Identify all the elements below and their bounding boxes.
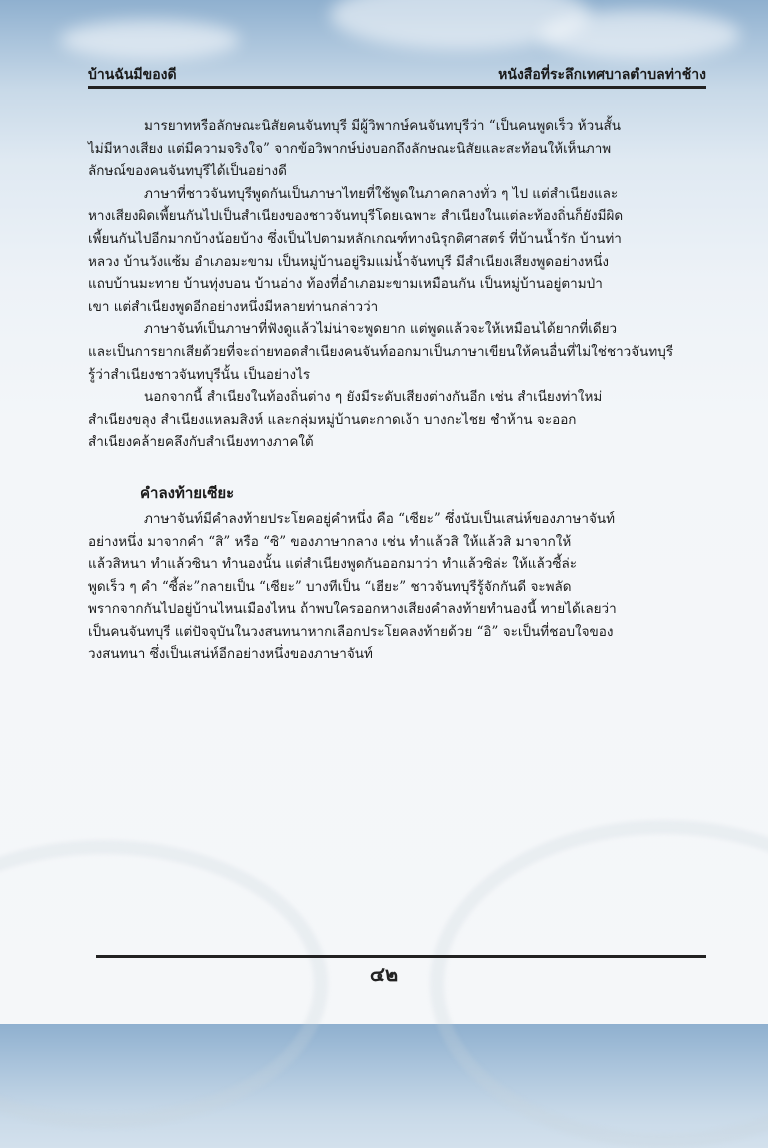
page-body (88, 115, 706, 666)
paragraph-chan-language (88, 318, 706, 386)
text-line: ภาษาจันท์มีคำลงท้ายประโยคอยู่คำหนึ่ง คือ “เซียะ” ซึ่งนับเป็นเสน่ห์ของภาษาจันท์ (144, 510, 615, 527)
header-divider (88, 86, 706, 89)
paragraph-local-accents (88, 386, 706, 454)
sky-cloud (60, 20, 240, 60)
text-line: และเป็นการยากเสียด้วยที่จะถ่ายทอดสำเนียงคนจันท์ออกมาเป็นภาษาเขียนให้คนอื่นที่ไม่ใช่ชาวจันทบุรี (88, 343, 674, 360)
text-line: เป็นคนจันทบุรี แต่ปัจจุบันในวงสนทนาหากเลือกประโยคลงท้ายด้วย “อิ” จะเป็นที่ชอบใจของ (88, 623, 614, 640)
text-line: หลวง บ้านวังแซ้ม อำเภอมะขาม เป็นหมู่บ้านอยู่ริมแม่น้ำจันทบุรี มีสำเนียงเสียงพูดอย่างหนึ่ง (88, 253, 610, 270)
book-title: หนังสือที่ระลึกเทศบาลตำบลท่าช้าง (498, 67, 706, 83)
text-line: พูดเร็ว ๆ คำ “ซี้ล่ะ”กลายเป็น “เซียะ” บางทีเป็น “เฮียะ” ชาวจันทบุรีรู้จักกันดี จะพลัด (88, 578, 572, 595)
text-line: เขา แต่สำเนียงพูดอีกอย่างหนึ่งมีหลายท่านกล่าวว่า (88, 298, 379, 315)
paragraph-siya-ending (88, 508, 706, 666)
book-section-title: บ้านฉันมีของดี (88, 67, 177, 83)
text-line: แล้วสิหนา ทำแล้วซินา ทำนองนั้น แต่สำเนียงพูดกันออกมาว่า ทำแล้วซิล่ะ ให้แล้วซี้ล่ะ (88, 556, 578, 573)
text-line: เพี้ยนกันไปอีกมากบ้างน้อยบ้าง ซึ่งเป็นไปตามหลักเกณฑ์ทางนิรุกติศาสตร์ ที่บ้านน้ำรัก บ้านท่า (88, 230, 622, 247)
text-line: รู้ว่าสำเนียงชาวจันทบุรีนั้น เป็นอย่างไร (88, 366, 311, 383)
text-line: วงสนทนา ซึ่งเป็นเสน่ห์อีกอย่างหนึ่งของภาษาจันท์ (88, 646, 373, 663)
text-line: นอกจากนี้ สำเนียงในท้องถิ่นต่าง ๆ ยังมีระดับเสียงต่างกันอีก เช่น สำเนียงท่าใหม่ (144, 389, 603, 406)
paragraph-manners (88, 115, 706, 183)
section-heading: คำลงท้ายเซียะ (140, 483, 235, 502)
text-line: สำเนียงคล้ายคลึงกับสำเนียงทางภาคใต้ (88, 434, 314, 451)
text-line: อย่างหนึ่ง มาจากคำ “สิ” หรือ “ซิ” ของภาษากลาง เช่น ทำแล้วสิ ให้แล้วสิ มาจากให้ (88, 533, 572, 550)
text-line: ภาษาจันท์เป็นภาษาที่ฟังดูแล้วไม่น่าจะพูดยาก แต่พูดแล้วจะให้เหมือนได้ยากที่เดียว (144, 321, 618, 338)
page-number: ๔๒ (369, 962, 399, 986)
text-line: ลักษณ์ของคนจันทบุรีได้เป็นอย่างดี (88, 163, 287, 180)
text-line: ภาษาที่ชาวจันทบุรีพูดกันเป็นภาษาไทยที่ใช้พูดในภาคกลางทั่ว ๆ ไป แต่สำเนียงและ (144, 185, 619, 202)
text-line: พรากจากกันไปอยู่บ้านไหนเมืองไหน ถ้าพบใครออกหางเสียงคำลงท้ายทำนองนี้ ทายได้เลยว่า (88, 601, 617, 618)
paragraph-dialect (88, 183, 706, 319)
text-line: มารยาทหรือลักษณะนิสัยคนจันทบุรี มีผู้วิพากษ์คนจันทบุรีว่า “เป็นคนพูดเร็ว ห้วนสั้น (144, 118, 621, 134)
text-line: สำเนียงขลุง สำเนียงแหลมสิงห์ และกลุ่มหมู่บ้านตะกาดเง้า บางกะไชย ชำห้าน จะออก (88, 411, 577, 428)
page-header (88, 62, 706, 88)
sky-cloud (540, 10, 740, 60)
text-line: ไม่มีหางเสียง แต่มีความจริงใจ” จากข้อวิพากษ์บ่งบอกถึงลักษณะนิสัยและสะท้อนให้เห็นภาพ (88, 140, 612, 157)
text-line: หางเสียงผิดเพี้ยนกันไปเป็นสำเนียงของชาวจันทบุรีโดยเฉพาะ สำเนียงในแต่ละท้องถิ่นก็ยังมีผิด (88, 208, 624, 225)
text-line: แถบบ้านมะทาย บ้านทุ่งบอน บ้านอ่าง ท้องที่อำเภอมะขามเหมือนกัน เป็นหมู่บ้านอยู่ตามป่า (88, 276, 603, 293)
